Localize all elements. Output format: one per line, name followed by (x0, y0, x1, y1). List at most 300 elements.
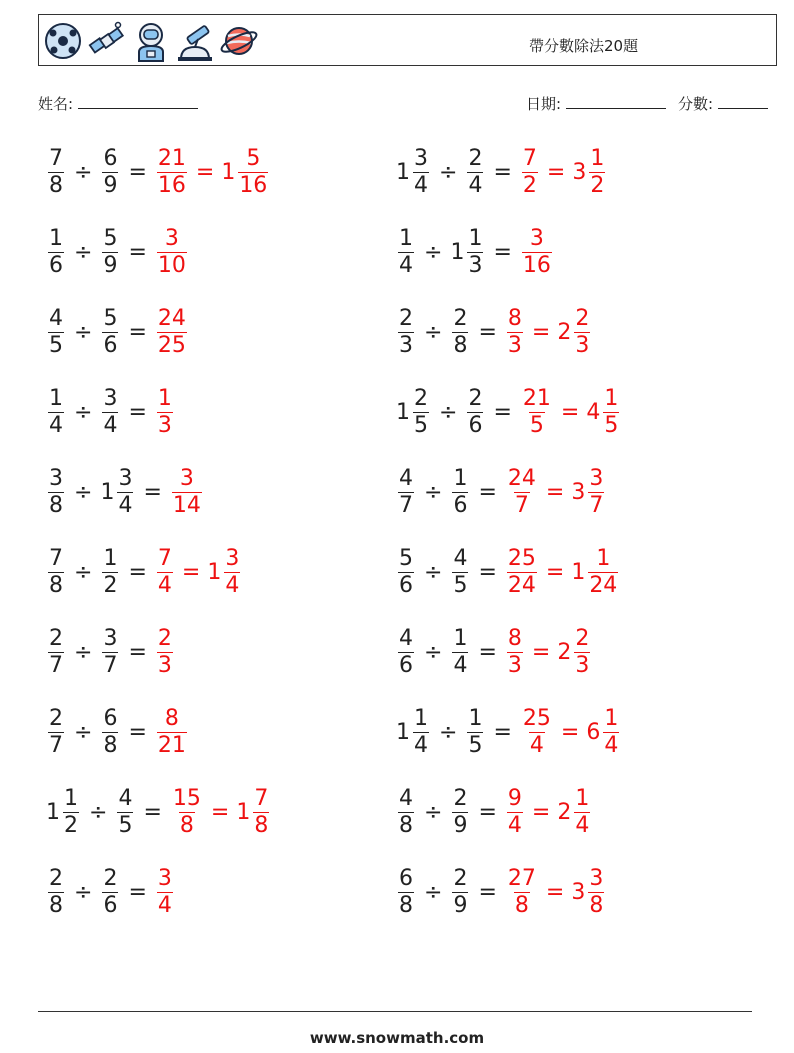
problem-item (46, 700, 189, 764)
fraction (413, 385, 429, 438)
denominator: 4 (399, 252, 413, 278)
problem-item (46, 460, 204, 524)
divide-sign: ÷ (424, 559, 443, 585)
problem-item (46, 540, 242, 604)
fraction (398, 305, 414, 358)
denominator: 25 (157, 332, 186, 358)
numerator: 3 (225, 545, 240, 571)
numerator: 4 (399, 785, 413, 811)
divide-sign: ÷ (74, 639, 93, 665)
fraction (172, 465, 202, 518)
whole-number: 1 (100, 479, 115, 505)
fraction (48, 465, 64, 518)
fraction (603, 385, 619, 438)
equals-sign: = (545, 479, 565, 505)
denominator: 3 (507, 652, 522, 678)
fraction (48, 545, 64, 598)
numerator: 1 (468, 225, 483, 251)
numerator: 24 (157, 305, 186, 331)
denominator: 4 (529, 732, 544, 758)
fraction (522, 145, 538, 198)
numerator: 6 (103, 705, 118, 731)
whole-number: 4 (586, 399, 601, 425)
whole-number: 2 (557, 319, 572, 345)
denominator: 4 (157, 892, 172, 918)
divide-sign: ÷ (424, 239, 443, 265)
fraction (574, 785, 590, 838)
fraction (589, 145, 605, 198)
fraction (48, 385, 64, 438)
fraction (157, 385, 173, 438)
fraction (398, 225, 414, 278)
equals-sign: = (181, 559, 201, 585)
header-box (38, 14, 777, 66)
equals-sign: = (478, 639, 497, 665)
fraction (452, 865, 468, 918)
fraction (507, 625, 523, 678)
whole-number: 1 (207, 559, 222, 585)
denominator: 8 (399, 812, 413, 838)
answer (155, 305, 189, 358)
equals-sign: = (478, 319, 497, 345)
problem-item (396, 620, 592, 684)
fraction (467, 145, 483, 198)
equals-sign: = (545, 879, 565, 905)
fraction (172, 785, 202, 838)
divide-sign: ÷ (74, 559, 93, 585)
denominator: 6 (399, 652, 413, 678)
answer (155, 145, 270, 198)
numerator: 2 (575, 625, 590, 651)
numerator: 2 (468, 145, 483, 171)
answer (155, 545, 242, 598)
answer (520, 385, 621, 438)
numerator: 7 (254, 785, 269, 811)
denominator: 3 (575, 332, 590, 358)
numerator: 2 (453, 865, 468, 891)
fraction (522, 385, 552, 438)
denominator: 9 (103, 172, 118, 198)
fraction (398, 545, 414, 598)
problem-item (46, 140, 270, 204)
fraction (398, 865, 414, 918)
equals-sign: = (128, 239, 147, 265)
date-blank[interactable] (566, 94, 666, 109)
denominator: 8 (254, 812, 269, 838)
problem-item (46, 220, 189, 284)
name-field (38, 93, 198, 114)
denominator: 7 (589, 492, 604, 518)
numerator: 3 (103, 385, 118, 411)
satellite-icon (87, 19, 127, 63)
page-title: 帶分數除法20題 (529, 37, 639, 55)
denominator: 7 (49, 652, 63, 678)
numerator: 1 (575, 785, 590, 811)
denominator: 3 (157, 412, 172, 438)
numerator: 3 (589, 865, 604, 891)
denominator: 4 (468, 172, 483, 198)
answer (170, 465, 204, 518)
numerator: 8 (507, 625, 522, 651)
answer (520, 705, 621, 758)
denominator: 6 (468, 412, 483, 438)
fraction (522, 705, 552, 758)
equals-sign: = (545, 559, 565, 585)
equals-sign: = (195, 159, 215, 185)
whole-number: 6 (586, 719, 601, 745)
denominator: 3 (399, 332, 413, 358)
fraction (398, 785, 414, 838)
divide-sign: ÷ (74, 239, 93, 265)
equals-sign: = (210, 799, 230, 825)
problem-item (396, 460, 606, 524)
numerator: 2 (414, 385, 428, 411)
denominator: 10 (157, 252, 186, 278)
numerator: 1 (103, 545, 118, 571)
numerator: 2 (103, 865, 118, 891)
answer (520, 225, 554, 278)
equals-sign: = (128, 879, 147, 905)
score-label: 分數: (678, 95, 714, 113)
denominator: 6 (103, 892, 118, 918)
whole-number: 1 (450, 239, 465, 265)
equals-sign: = (493, 719, 512, 745)
fraction (588, 545, 618, 598)
divide-sign: ÷ (74, 719, 93, 745)
problem-item (46, 380, 175, 444)
numerator: 8 (164, 705, 179, 731)
divide-sign: ÷ (74, 479, 93, 505)
denominator: 6 (399, 572, 413, 598)
numerator: 21 (522, 385, 551, 411)
numerator: 3 (164, 225, 179, 251)
fraction (102, 305, 118, 358)
numerator: 1 (468, 705, 483, 731)
fraction (413, 145, 429, 198)
numerator: 2 (453, 305, 468, 331)
denominator: 3 (507, 332, 522, 358)
equals-sign: = (560, 399, 580, 425)
denominator: 9 (453, 892, 468, 918)
numerator: 4 (399, 465, 413, 491)
whole-number: 1 (571, 559, 586, 585)
telescope-icon (175, 19, 215, 63)
name-label: 姓名: (38, 95, 74, 113)
numerator: 7 (49, 545, 63, 571)
problem-item (46, 300, 189, 364)
numerator: 25 (522, 705, 551, 731)
divide-sign: ÷ (424, 879, 443, 905)
denominator: 4 (414, 172, 428, 198)
fraction (467, 385, 483, 438)
problem-item (396, 220, 554, 284)
fraction (507, 465, 537, 518)
denominator: 8 (453, 332, 468, 358)
answer (155, 705, 189, 758)
equals-sign: = (143, 479, 162, 505)
equals-sign: = (128, 559, 147, 585)
whole-number: 3 (572, 159, 587, 185)
denominator: 4 (453, 652, 468, 678)
denominator: 4 (157, 572, 172, 598)
problem-item (396, 380, 621, 444)
soccer-ball-icon (43, 19, 83, 63)
numerator: 9 (507, 785, 522, 811)
footer-url: www.snowmath.com (309, 1029, 485, 1047)
numerator: 6 (399, 865, 413, 891)
divide-sign: ÷ (74, 879, 93, 905)
fraction (157, 865, 173, 918)
numerator: 5 (399, 545, 413, 571)
whole-number: 1 (221, 159, 236, 185)
denominator: 4 (507, 812, 522, 838)
denominator: 9 (103, 252, 118, 278)
denominator: 5 (453, 572, 468, 598)
numerator: 15 (172, 785, 201, 811)
planet-icon (219, 19, 259, 63)
denominator: 24 (507, 572, 536, 598)
numerator: 1 (399, 225, 413, 251)
problem-item (46, 780, 271, 844)
fraction (157, 145, 187, 198)
fraction (157, 225, 187, 278)
denominator: 2 (103, 572, 118, 598)
denominator: 24 (589, 572, 618, 598)
fraction (224, 545, 240, 598)
fraction (452, 465, 468, 518)
name-blank[interactable] (78, 94, 198, 109)
numerator: 4 (453, 545, 468, 571)
numerator: 3 (589, 465, 604, 491)
numerator: 2 (49, 625, 63, 651)
divide-sign: ÷ (439, 159, 458, 185)
fraction (507, 865, 537, 918)
fraction (157, 705, 187, 758)
denominator: 4 (118, 492, 133, 518)
fraction (157, 625, 173, 678)
fraction (507, 785, 523, 838)
numerator: 2 (49, 865, 63, 891)
equals-sign: = (493, 399, 512, 425)
divide-sign: ÷ (439, 719, 458, 745)
equals-sign: = (478, 479, 497, 505)
denominator: 4 (575, 812, 590, 838)
numerator: 7 (157, 545, 172, 571)
fraction (117, 465, 133, 518)
problem-item (396, 700, 621, 764)
denominator: 5 (468, 732, 483, 758)
whole-number: 2 (557, 639, 572, 665)
fraction (102, 705, 118, 758)
problem-item (396, 140, 607, 204)
denominator: 9 (453, 812, 468, 838)
denominator: 8 (179, 812, 194, 838)
denominator: 4 (414, 732, 428, 758)
whole-number: 1 (396, 719, 410, 745)
numerator: 3 (414, 145, 428, 171)
fraction (574, 625, 590, 678)
denominator: 6 (103, 332, 118, 358)
date-label: 日期: (526, 95, 562, 113)
problem-item (396, 860, 606, 924)
numerator: 27 (507, 865, 536, 891)
fraction (48, 865, 64, 918)
numerator: 8 (507, 305, 522, 331)
fraction (102, 385, 118, 438)
answer (505, 305, 592, 358)
answer (155, 865, 175, 918)
numerator: 4 (118, 785, 133, 811)
answer (505, 625, 592, 678)
fraction (63, 785, 79, 838)
equals-sign: = (531, 319, 551, 345)
denominator: 4 (103, 412, 118, 438)
denominator: 21 (157, 732, 186, 758)
numerator: 1 (453, 465, 468, 491)
astronaut-icon (131, 19, 171, 63)
fraction (507, 545, 537, 598)
equals-sign: = (128, 719, 147, 745)
numerator: 5 (103, 305, 118, 331)
fraction (48, 145, 64, 198)
footer-divider (38, 1011, 752, 1012)
divide-sign: ÷ (74, 399, 93, 425)
numerator: 2 (157, 625, 172, 651)
fraction (48, 225, 64, 278)
fraction (522, 225, 552, 278)
fraction (102, 225, 118, 278)
numerator: 25 (507, 545, 536, 571)
fraction (48, 705, 64, 758)
denominator: 16 (522, 252, 551, 278)
equals-sign: = (546, 159, 566, 185)
equals-sign: = (128, 399, 147, 425)
fraction (117, 785, 133, 838)
numerator: 2 (468, 385, 483, 411)
numerator: 7 (522, 145, 537, 171)
numerator: 7 (49, 145, 63, 171)
equals-sign: = (531, 639, 551, 665)
fraction (102, 145, 118, 198)
divide-sign: ÷ (74, 319, 93, 345)
numerator: 24 (507, 465, 536, 491)
fraction (48, 305, 64, 358)
numerator: 3 (179, 465, 194, 491)
divide-sign: ÷ (439, 399, 458, 425)
denominator: 8 (514, 892, 529, 918)
numerator: 2 (49, 705, 63, 731)
equals-sign: = (128, 159, 147, 185)
numerator: 5 (246, 145, 261, 171)
numerator: 1 (64, 785, 78, 811)
answer (155, 385, 175, 438)
fraction (588, 465, 604, 518)
problem-item (396, 540, 620, 604)
numerator: 1 (49, 225, 63, 251)
whole-number: 1 (396, 159, 410, 185)
numerator: 3 (103, 625, 118, 651)
denominator: 6 (453, 492, 468, 518)
fraction (452, 545, 468, 598)
divide-sign: ÷ (74, 159, 93, 185)
denominator: 8 (49, 172, 63, 198)
header-icons (43, 19, 259, 63)
numerator: 3 (529, 225, 544, 251)
denominator: 8 (399, 892, 413, 918)
fraction (157, 545, 173, 598)
numerator: 2 (453, 785, 468, 811)
numerator: 3 (157, 865, 172, 891)
denominator: 5 (118, 812, 133, 838)
denominator: 3 (575, 652, 590, 678)
fraction (253, 785, 269, 838)
fraction (467, 225, 483, 278)
fraction (603, 705, 619, 758)
fraction (574, 305, 590, 358)
denominator: 8 (49, 572, 63, 598)
equals-sign: = (478, 799, 497, 825)
fraction (452, 625, 468, 678)
equals-sign: = (478, 879, 497, 905)
numerator: 1 (590, 145, 605, 171)
answer (505, 465, 606, 518)
denominator: 5 (414, 412, 428, 438)
date-field (526, 93, 666, 114)
numerator: 21 (157, 145, 186, 171)
denominator: 3 (468, 252, 483, 278)
fraction (507, 305, 523, 358)
numerator: 3 (118, 465, 133, 491)
divide-sign: ÷ (424, 639, 443, 665)
divide-sign: ÷ (89, 799, 108, 825)
numerator: 1 (414, 705, 428, 731)
whole-number: 1 (236, 799, 251, 825)
numerator: 1 (49, 385, 63, 411)
equals-sign: = (493, 239, 512, 265)
equals-sign: = (531, 799, 551, 825)
denominator: 2 (64, 812, 78, 838)
numerator: 5 (103, 225, 118, 251)
denominator: 4 (49, 412, 63, 438)
fraction (157, 305, 187, 358)
denominator: 5 (49, 332, 63, 358)
score-blank[interactable] (718, 94, 768, 109)
fraction (102, 545, 118, 598)
fraction (102, 865, 118, 918)
score-field (678, 93, 768, 114)
denominator: 8 (589, 892, 604, 918)
answer (155, 625, 175, 678)
fraction (398, 625, 414, 678)
equals-sign: = (478, 559, 497, 585)
whole-number: 3 (571, 479, 586, 505)
numerator: 1 (596, 545, 611, 571)
divide-sign: ÷ (424, 319, 443, 345)
denominator: 5 (529, 412, 544, 438)
denominator: 7 (514, 492, 529, 518)
answer (170, 785, 271, 838)
numerator: 4 (399, 625, 413, 651)
answer (505, 865, 606, 918)
fraction (102, 625, 118, 678)
numerator: 1 (453, 625, 468, 651)
numerator: 1 (604, 385, 619, 411)
denominator: 6 (49, 252, 63, 278)
problem-item (46, 860, 175, 924)
fraction (588, 865, 604, 918)
divide-sign: ÷ (424, 479, 443, 505)
denominator: 5 (604, 412, 619, 438)
